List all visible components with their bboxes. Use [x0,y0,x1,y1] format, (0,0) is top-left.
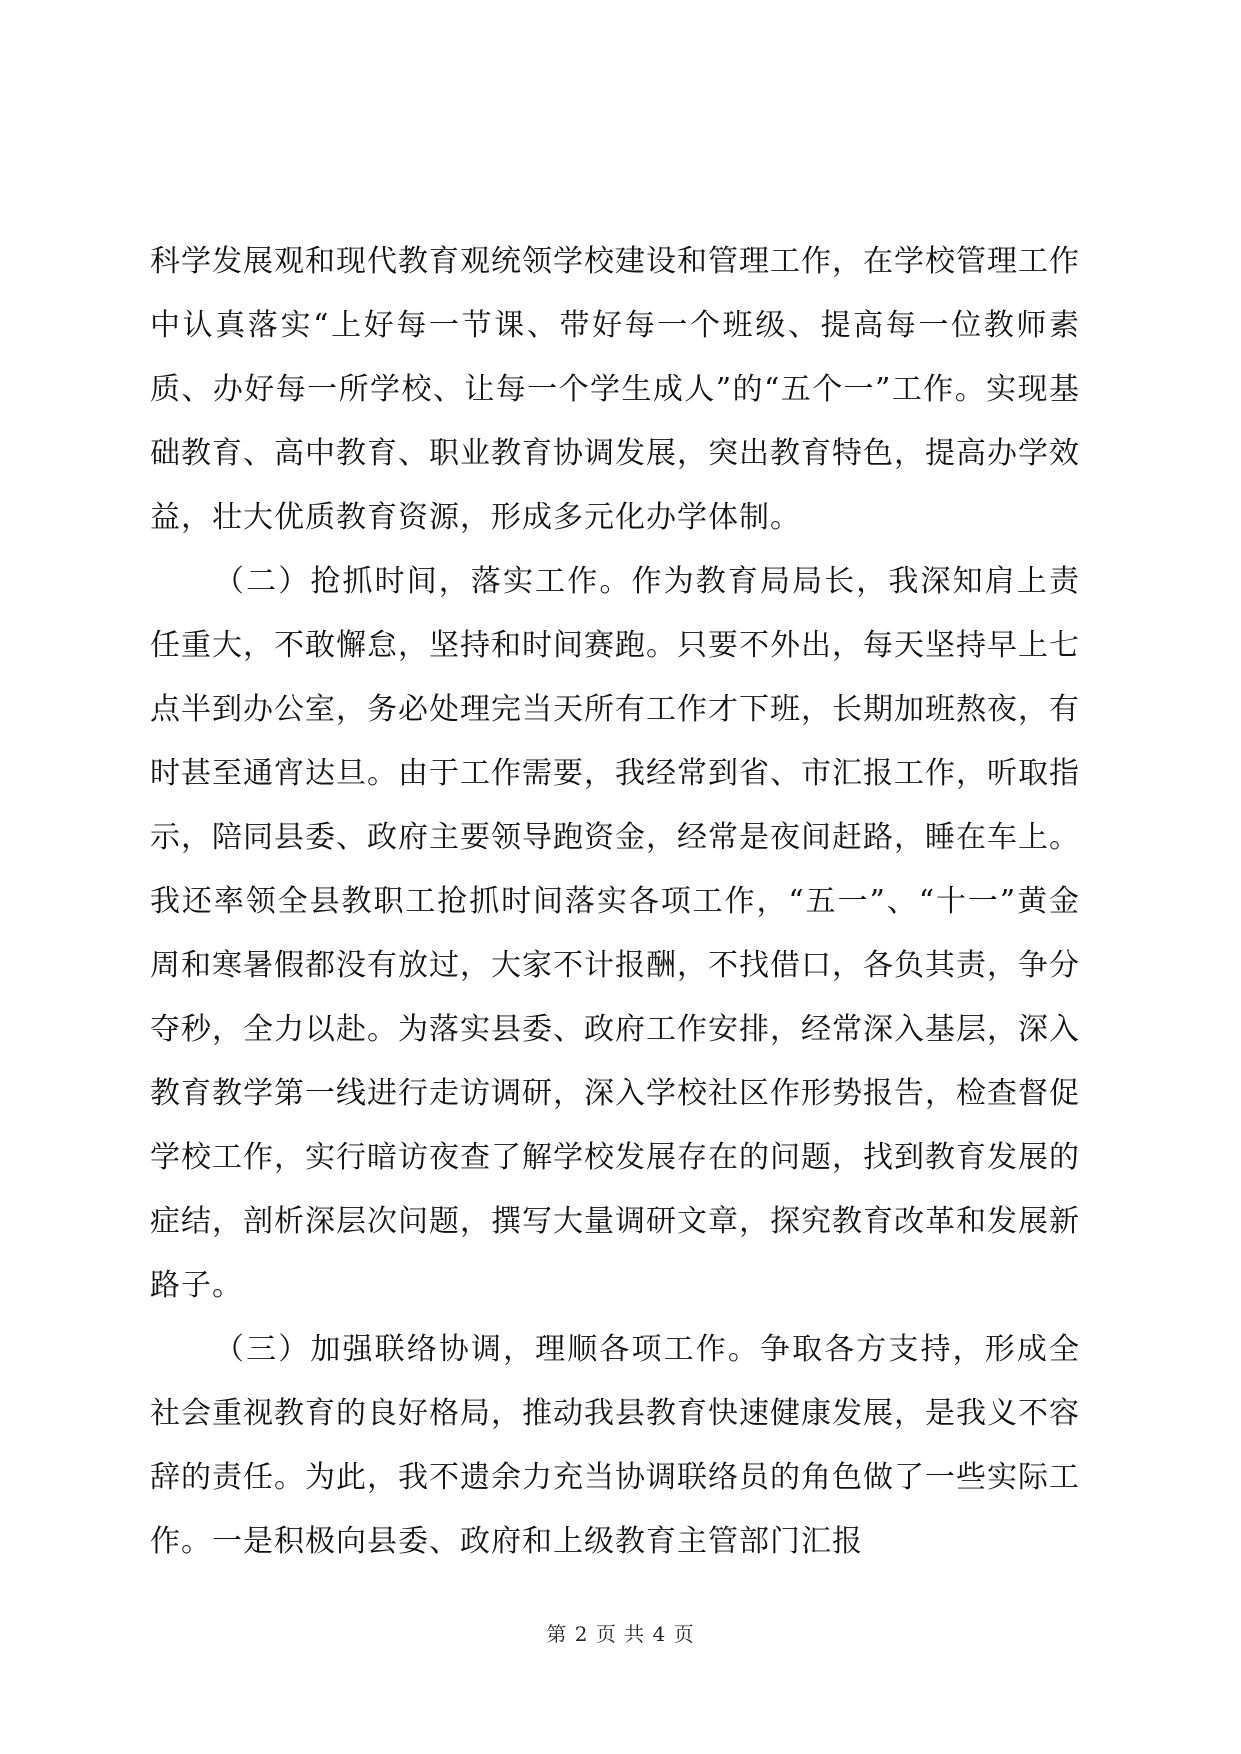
paragraph-1: 科学发展观和现代教育观统领学校建设和管理工作，在学校管理工作中认真落实“上好每一节课、带好每一个班级、提高每一位教师素质、办好每一所学校、让每一个学生成人”的“五个一”工作。实现基础教育、高中教育、职业教育协调发展，突出教育特色，提高办学效益，壮大优质教育资源，形成多元化办学体制。 [150,244,1080,535]
page-number-footer: 第 2 页 共 4 页 [546,1622,695,1646]
document-body [150,230,1080,1574]
paragraph-2: （二）抢抓时间，落实工作。作为教育局局长，我深知肩上责任重大，不敢懈怠，坚持和时间赛跑。只要不外出，每天坚持早上七点半到办公室，务必处理完当天所有工作才下班，长期加班熬夜，有时甚至通宵达旦。由于工作需要，我经常到省、市汇报工作，听取指示，陪同县委、政府主要领导跑资金，经常是夜间赶路，睡在车上。我还率领全县教职工抢抓时间落实各项工作，“五一”、“十一”黄金周和寒暑假都没有放过，大家不计报酬，不找借口，各负其责，争分夺秒，全力以赴。为落实县委、政府工作安排，经常深入基层，深入教育教学第一线进行走访调研，深入学校社区作形势报告，检查督促学校工作，实行暗访夜查了解学校发展存在的问题，找到教育发展的症结，剖析深层次问题，撰写大量调研文章，探究教育改革和发展新路子。 [150,564,1080,1303]
paragraph-3: （三）加强联络协调，理顺各项工作。争取各方支持，形成全社会重视教育的良好格局，推动我县教育快速健康发展，是我义不容辞的责任。为此，我不遗余力充当协调联络员的角色做了一些实际工作。一是积极向县委、政府和上级教育主管部门汇报 [150,1332,1080,1559]
